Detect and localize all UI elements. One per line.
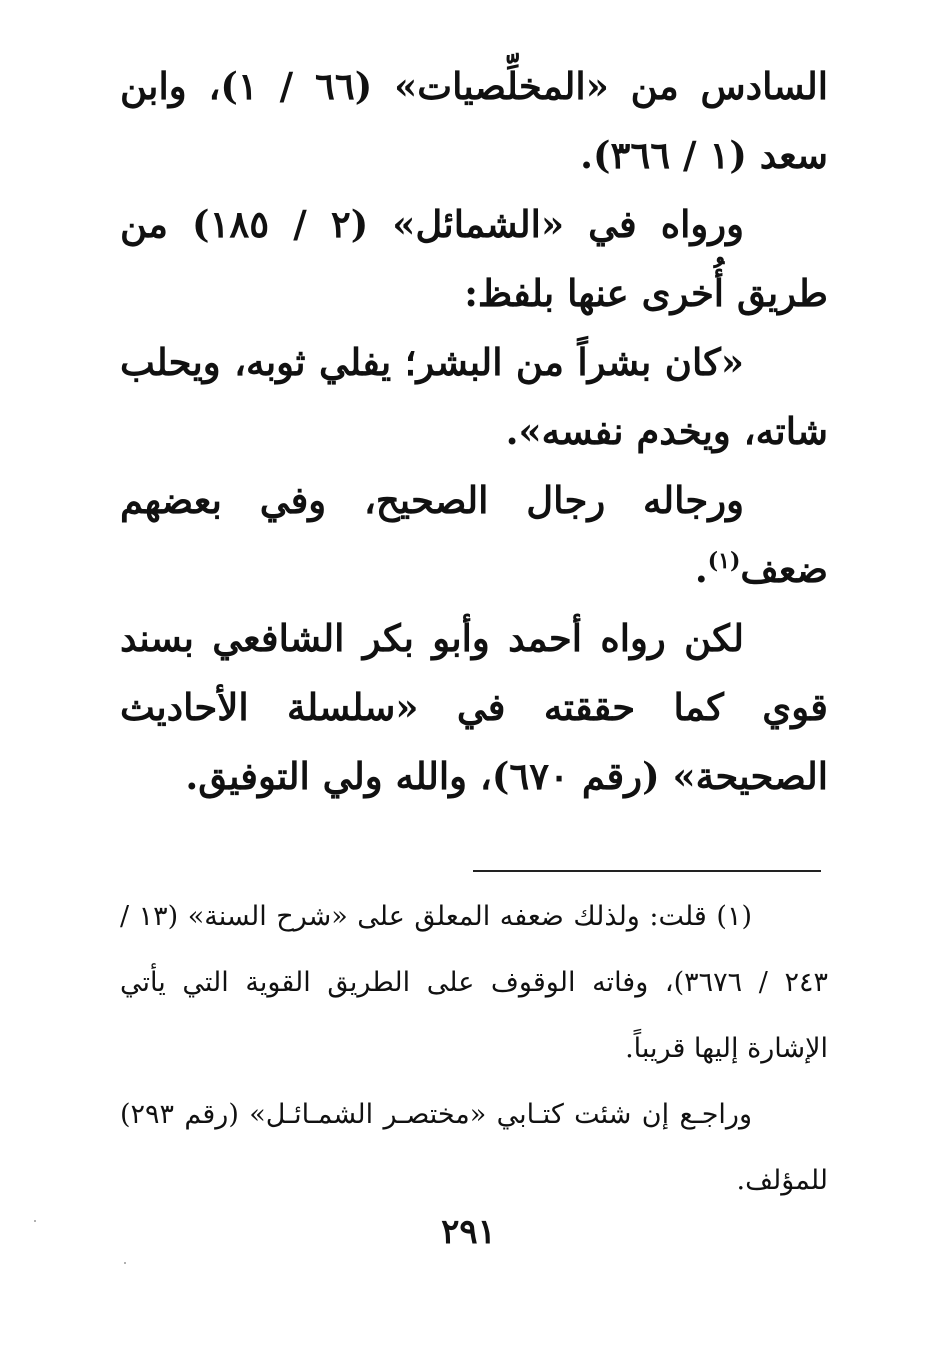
- footnote-reference[interactable]: (١): [707, 548, 741, 574]
- paragraph-4-text: ورجاله رجال الصحيح، وفي بعضهم ضعف: [120, 478, 828, 591]
- main-text: [120, 52, 828, 811]
- paragraph-4-period: .: [694, 547, 708, 591]
- paragraph-5: لكن رواه أحمد وأبو بكر الشافعي بسند قوي كما حققته في «سلسلة الأحاديث الصحيحة» (رقم ٦٧٠)، والله ولي التوفيق.: [120, 616, 828, 798]
- page-number: ٢٩١: [441, 1212, 496, 1252]
- footnote-separator: [473, 870, 821, 872]
- paragraph-2: ورواه في «الشمائل» (٢ / ١٨٥) من طريق أُخرى عنها بلفظ:: [120, 202, 828, 315]
- scan-speck: [34, 1220, 36, 1222]
- paragraph-1: السادس من «المخلِّصيات» (٦٦ / ١)، وابن سعد (١ / ٣٦٦).: [120, 64, 828, 177]
- scan-speck: [124, 1262, 126, 1264]
- paragraph-4: [120, 466, 828, 604]
- paragraph-3: «كان بشراً من البشر؛ يفلي ثوبه، ويحلب شاته، ويخدم نفسه».: [120, 340, 828, 453]
- footnote-2: وراجـع إن شئت كتـابي «مختصـر الشمـائـل» (رقم ٢٩٣) للمؤلف.: [120, 1099, 828, 1196]
- footnote-1: (١) قلت: ولذلك ضعفه المعلق على «شرح السنة» (١٣ / ٢٤٣ / ٣٦٧٦)، وفاته الوقوف على الطريق القوية التي يأتي الإشارة إليها قريباً.: [120, 901, 828, 1064]
- footnotes: [120, 884, 828, 1214]
